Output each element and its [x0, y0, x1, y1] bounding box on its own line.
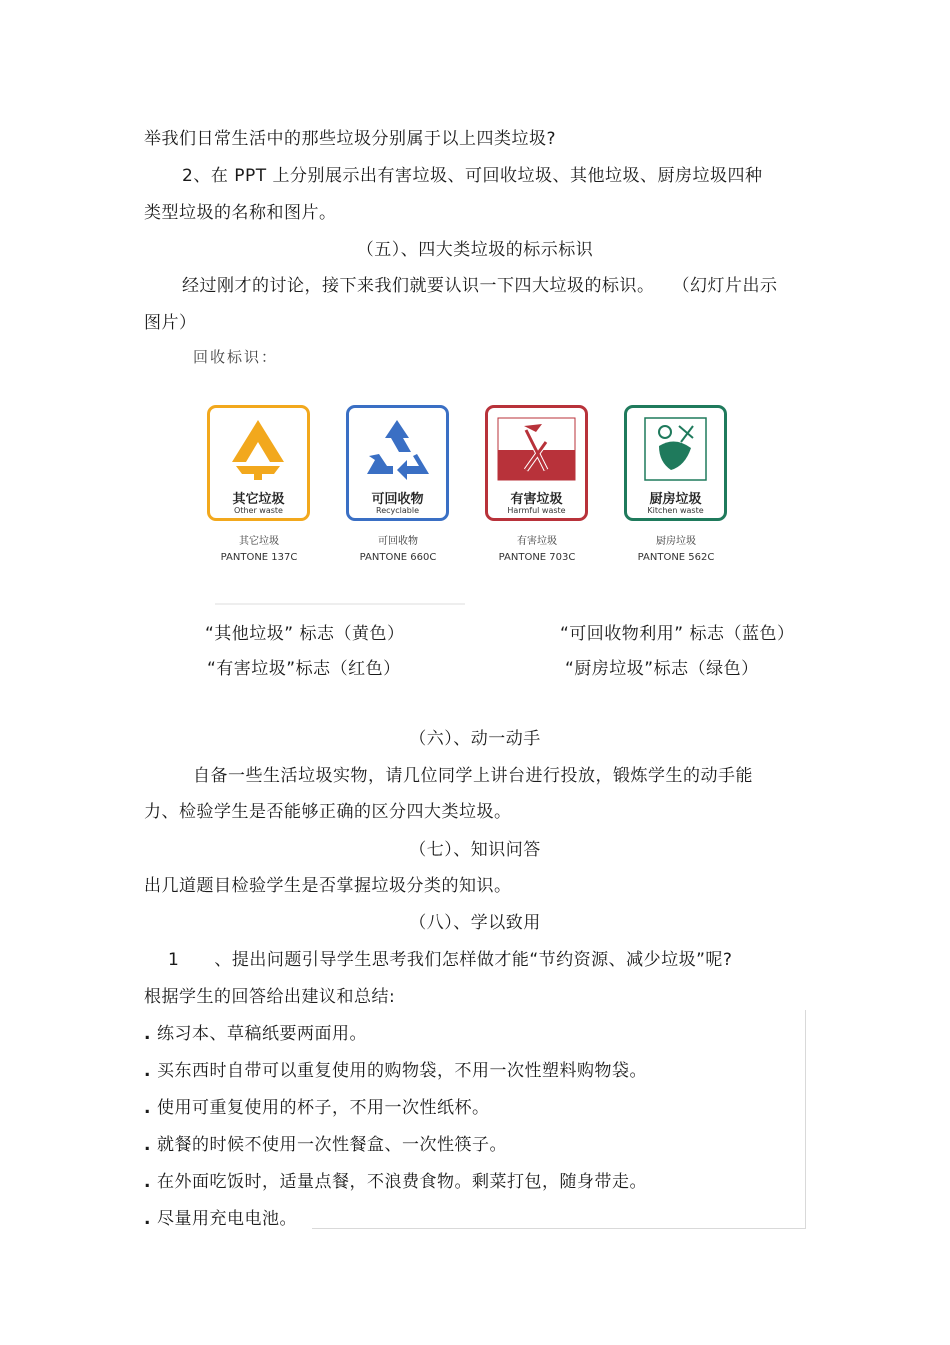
caption-kitchen: “厨房垃圾”标志（绿色）: [565, 659, 759, 679]
list-item-text: 尽量用充电电池。: [156, 1209, 297, 1229]
bin-sign-recyclable: [346, 405, 449, 521]
bin-sublabel-cn: 有害垃圾: [517, 536, 557, 547]
bin-sublabel: [194, 534, 324, 566]
bin-sublabel-cn: 可回收物: [378, 536, 418, 547]
paragraph-line: 力、检验学生是否能够正确的区分四大类垃圾。: [144, 802, 512, 822]
recycle-icon: [357, 416, 438, 482]
section-heading: （七）、知识问答: [409, 840, 541, 860]
bin-sign-other: [207, 405, 310, 521]
list-item-text: 在外面吃饭时，适量点餐，不浪费食物。剩菜打包，随身带走。: [156, 1172, 647, 1192]
bullet-marker: .: [144, 1098, 151, 1118]
pantone-code: PANTONE 703C: [498, 552, 576, 563]
list-item: [144, 1023, 367, 1045]
bullet-marker: .: [144, 1024, 151, 1044]
bin-name-cn: 可回收物: [371, 492, 424, 507]
caption-harmful: “有害垃圾”标志（红色）: [207, 659, 401, 679]
paragraph-line: 类型垃圾的名称和图片。: [144, 203, 337, 223]
bin-name-en: Harmful waste: [507, 506, 566, 515]
paragraph-line: 根据学生的回答给出建议和总结:: [144, 987, 396, 1007]
paragraph-line: 举我们日常生活中的那些垃圾分别属于以上四类垃圾?: [144, 129, 557, 149]
pantone-code: PANTONE 562C: [637, 552, 715, 563]
list-item-text: 练习本、草稿纸要两面用。: [156, 1024, 367, 1044]
bin-name-en: Recyclable: [376, 506, 419, 515]
harmful-waste-icon: [496, 416, 577, 482]
paragraph-line: 经过刚才的讨论，接下来我们就要认识一下四大垃圾的标识。 （幻灯片出示: [182, 276, 778, 296]
list-item: [144, 1134, 507, 1156]
section-heading: （六）、动一动手: [409, 729, 541, 749]
figure-label: 回收标识：: [193, 348, 279, 366]
bullet-marker: .: [144, 1209, 151, 1229]
list-item: [144, 1208, 297, 1230]
caption-other: “其他垃圾” 标志（黄色）: [205, 624, 405, 644]
list-box-border: [805, 1010, 806, 1229]
bin-sublabel: [333, 534, 463, 566]
section-heading: （五）、四大类垃圾的标示标识: [356, 240, 594, 260]
paragraph-line: 1 、提出问题引导学生思考我们怎样做才能“节约资源、减少垃圾”呢?: [168, 950, 733, 970]
figure-bottom-shadow: [215, 603, 465, 605]
list-item-text: 就餐的时候不使用一次性餐盒、一次性筷子。: [156, 1135, 507, 1155]
bin-sublabel: [611, 534, 741, 566]
bin-sublabel: [472, 534, 602, 566]
bin-sign-kitchen: [624, 405, 727, 521]
paragraph-line: 图片）: [144, 313, 197, 333]
paragraph-line: 2、在 PPT 上分别展示出有害垃圾、可回收垃圾、其他垃圾、厨房垃圾四种: [182, 166, 763, 186]
list-item: [144, 1097, 489, 1119]
bin-name-en: Kitchen waste: [647, 506, 704, 515]
bullet-marker: .: [144, 1172, 151, 1192]
bullet-marker: .: [144, 1135, 151, 1155]
bin-name-cn: 其它垃圾: [232, 492, 285, 507]
list-box-border: [312, 1228, 806, 1229]
pantone-code: PANTONE 660C: [359, 552, 437, 563]
paragraph-line: 自备一些生活垃圾实物，请几位同学上讲台进行投放，锻炼学生的动手能: [193, 766, 753, 786]
bin-sublabel-cn: 其它垃圾: [239, 536, 279, 547]
list-item: [144, 1060, 647, 1082]
other-waste-icon: [218, 416, 299, 482]
list-item-text: 使用可重复使用的杯子，不用一次性纸杯。: [156, 1098, 490, 1118]
bin-name-cn: 厨房垃圾: [649, 492, 702, 507]
list-item: [144, 1171, 647, 1193]
bin-name-cn: 有害垃圾: [510, 492, 563, 507]
kitchen-waste-icon: [635, 416, 716, 482]
bin-name-en: Other waste: [234, 506, 283, 515]
bullet-marker: .: [144, 1061, 151, 1081]
section-heading: （八）、学以致用: [409, 913, 541, 933]
list-item-text: 买东西时自带可以重复使用的购物袋，不用一次性塑料购物袋。: [156, 1061, 647, 1081]
bin-sublabel-cn: 厨房垃圾: [656, 536, 696, 547]
paragraph-line: 出几道题目检验学生是否掌握垃圾分类的知识。: [144, 876, 512, 896]
bin-sign-harmful: [485, 405, 588, 521]
caption-recyclable: “可回收物利用” 标志（蓝色）: [560, 624, 795, 644]
pantone-code: PANTONE 137C: [220, 552, 298, 563]
